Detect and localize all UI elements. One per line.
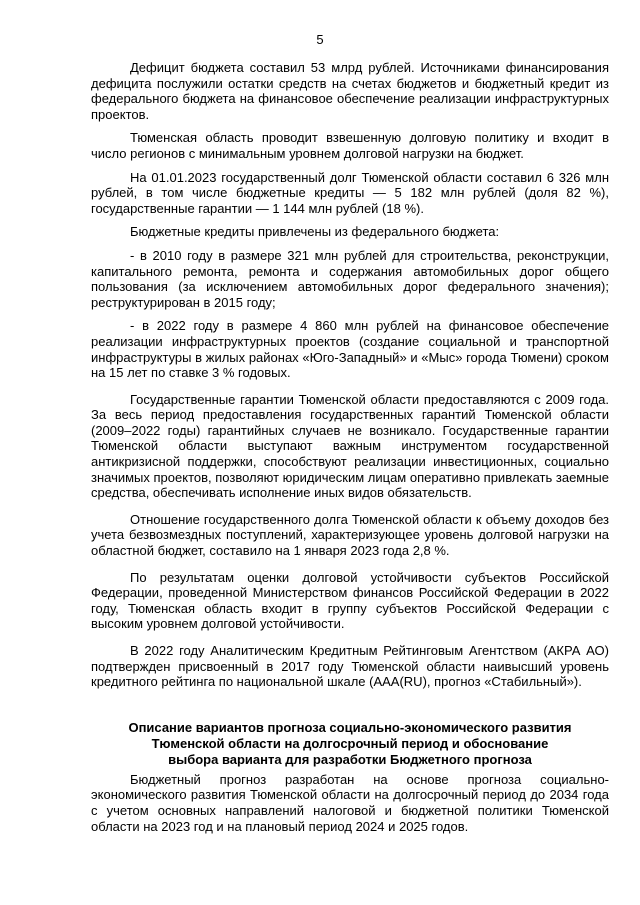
paragraph-budget-credits-intro: Бюджетные кредиты привлечены из федерального бюджета:	[130, 224, 500, 240]
paragraph-debt-ratio: Отношение государственного долга Тюменской области к объему доходов без учета безвозмездных поступлений, характеризующее уровень долговой нагрузки на областной бюджет, составило на 1 января 2023 года 2,8 %.	[91, 511, 609, 559]
paragraph-debt-policy: Тюменская область проводит взвешенную долговую политику и входит в число регионов с минимальным уровнем долговой нагрузки на бюджет.	[91, 130, 609, 161]
page-number: 5	[316, 32, 324, 47]
paragraph-state-guarantees: Государственные гарантии Тюменской области предоставляются с 2009 года. За весь период предоставления государственных гарантий Тюменской области (2009–2022 годы) гарантийных случаев не возникало. Государственные гарантии Тюменской области выступают важным инструментом государственной антикризисной поддержки, способствуют реализации инвестиционных, социально значимых проектов, позволяют юридическим лицам оперативно привлекать заемные средства, обеспечивать исполнение иных видов обязательств.	[91, 391, 609, 501]
paragraph-credit-rating: В 2022 году Аналитическим Кредитным Рейтинговым Агентством (АКРА АО) подтвержден присвоенный в 2017 году Тюменской области наивысший уровень кредитного рейтинга по национальной шкале (AAA(RU), прогноз «Стабильный»).	[91, 643, 609, 690]
list-item-credit-2010: - в 2010 году в размере 321 млн рублей для строительства, реконструкции, капитального ремонта, ремонта и содержания автомобильных дорог общего пользования (за исключением автомобильных дорог федерального значения); реструктурирован в 2015 году;	[91, 247, 609, 310]
list-item-credit-2022: - в 2022 году в размере 4 860 млн рублей на финансовое обеспечение реализации инфраструктурных проектов (создание социальной и транспортной инфраструктуры в жилых районах «Юго-Западный» и «Мыс» города Тюмени) сроком на 15 лет по ставке 3 % годовых.	[91, 318, 609, 381]
section-heading-line: выбора варианта для разработки Бюджетного прогноза	[168, 751, 532, 767]
section-heading	[91, 720, 609, 768]
section-heading-line: Описание вариантов прогноза социально-экономического развития	[128, 719, 572, 735]
paragraph-debt-sustainability: По результатам оценки долговой устойчивости субъектов Российской Федерации, проведенной Министерством финансов Российской Федерации в 2022 году, Тюменская область входит в группу субъектов Российской Федерации с высоким уровнем долговой устойчивости.	[91, 569, 609, 632]
section-heading-line: Тюменской области на долгосрочный период и обоснование	[151, 735, 549, 751]
document-body	[91, 60, 609, 842]
paragraph-forecast-basis: Бюджетный прогноз разработан на основе прогноза социально-экономического развития Тюменской области на долгосрочный период до 2034 года с учетом основных направлений налоговой и бюджетной политики Тюменской области на 2023 год и на плановый период 2024 и 2025 годов.	[91, 771, 609, 834]
paragraph-state-debt: На 01.01.2023 государственный долг Тюменской области составил 6 326 млн рублей, в том числе бюджетные кредиты — 5 182 млн рублей (доля 82 %), государственные гарантии — 1 144 млн рублей (18 %).	[91, 169, 609, 216]
paragraph-budget-deficit: Дефицит бюджета составил 53 млрд рублей. Источниками финансирования дефицита послужили остатки средств на счетах бюджетов и бюджетный кредит из федерального бюджета на финансовое обеспечение реализации инфраструктурных проектов.	[91, 60, 609, 122]
